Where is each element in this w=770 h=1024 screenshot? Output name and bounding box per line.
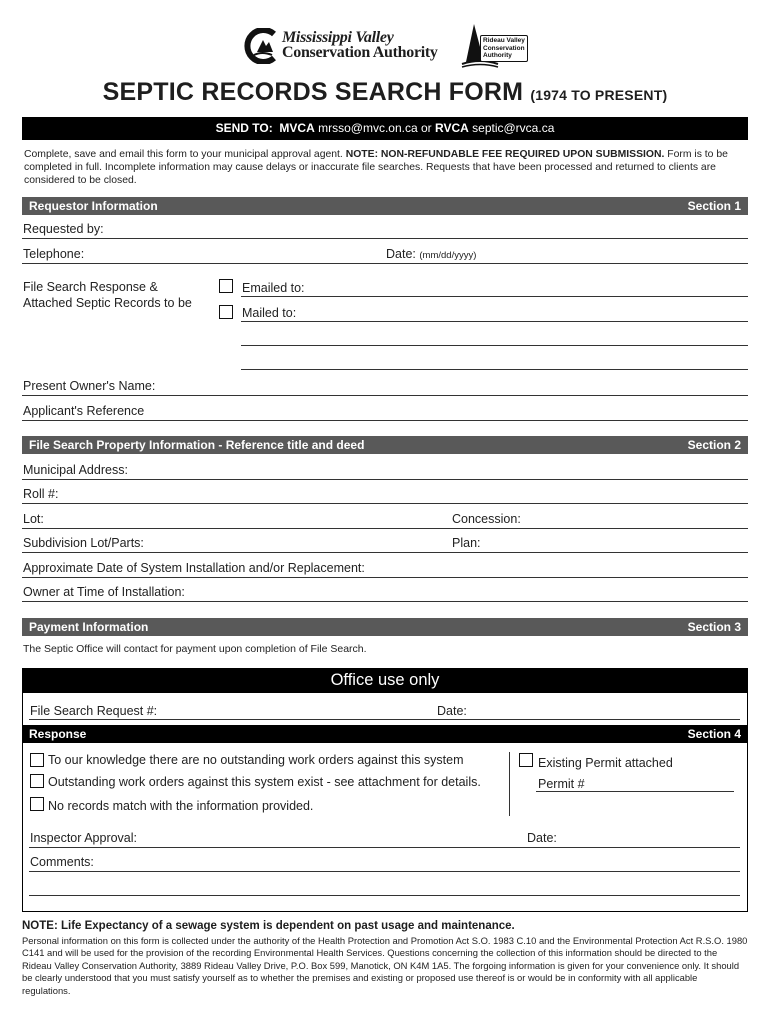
no-records-label: No records match with the information provided. <box>48 799 314 813</box>
request-number-field[interactable] <box>29 719 740 720</box>
send-to-mvca-email[interactable]: mrsso@mvc.on.ca <box>318 121 418 135</box>
owner-name-label: Present Owner's Name: <box>23 379 156 393</box>
requested-by-label: Requested by: <box>23 222 104 236</box>
no-work-orders-checkbox[interactable] <box>30 753 44 767</box>
mvca-logo-text <box>282 30 438 60</box>
date-label <box>386 247 476 261</box>
life-expectancy-note: NOTE: Life Expectancy of a sewage system is dependent on past usage and maintenance. <box>22 920 515 932</box>
date-label-text: Date: <box>386 247 416 261</box>
form-title-main: SEPTIC RECORDS SEARCH FORM <box>102 78 524 106</box>
section2-title: File Search Property Information - Reference title and deed <box>29 438 365 452</box>
roll-field[interactable] <box>22 503 748 504</box>
intro-note: NOTE: NON-REFUNDABLE FEE REQUIRED UPON SUBMISSION. <box>345 149 665 160</box>
mailed-field-line3[interactable] <box>241 369 748 370</box>
emailed-field[interactable] <box>241 296 748 297</box>
comments-field-line1[interactable] <box>29 871 740 872</box>
municipal-address-label: Municipal Address: <box>23 463 128 477</box>
inspector-field[interactable] <box>29 847 740 848</box>
privacy-disclaimer: Personal information on this form is collected under the authority of the Health Protection and Promotion Act S.O. 1983 C.10 and the Environmental Protection Act R.S.O. 1980 C141 and will be used for the provision of the recording Environmental Health Services. Questions concerning the collection of this information should be directed to the Rideau Valley Conservation Authority, 3889 Rideau Valley Drive, P.O. Box 599, Manotick, ON K4M 1A5. The forgoing information is given for your convenience only. It should be clearly understood that you must satisfy yourself as to whether the premises and existing or proposed use thereof is or would be in conformity with all applicable regulations. <box>22 935 748 996</box>
comments-label: Comments: <box>30 855 94 869</box>
intro-text <box>24 148 750 187</box>
section2-number: Section 2 <box>687 438 741 452</box>
no-work-orders-label: To our knowledge there are no outstanding work orders against this system <box>48 753 464 767</box>
no-records-checkbox[interactable] <box>30 797 44 811</box>
send-to-bar <box>22 117 748 140</box>
send-to-mvca: MVCA <box>279 121 315 135</box>
send-to-or: or <box>421 121 432 135</box>
mvca-logo-icon <box>244 28 282 64</box>
rvca-logo-line2: Conservation <box>483 44 525 52</box>
send-to-label: SEND TO: <box>215 121 273 135</box>
section4-number: Section 4 <box>687 727 741 741</box>
payment-text: The Septic Office will contact for payment upon completion of File Search. <box>23 643 367 655</box>
roll-label: Roll #: <box>23 487 59 501</box>
mailed-checkbox[interactable] <box>219 305 233 319</box>
response-header <box>22 725 748 743</box>
comments-field-line2[interactable] <box>29 895 740 896</box>
rvca-logo <box>460 22 540 68</box>
lot-concession-field[interactable] <box>22 528 748 529</box>
subdivision-plan-field[interactable] <box>22 552 748 553</box>
mvca-logo <box>244 26 440 66</box>
response-label-line1: File Search Response & <box>23 280 158 294</box>
telephone-date-field[interactable] <box>22 263 748 264</box>
send-to-rvca-email[interactable]: septic@rvca.ca <box>472 121 555 135</box>
response-label-line2: Attached Septic Records to be <box>23 296 192 310</box>
request-number-label: File Search Request #: <box>30 704 158 718</box>
form-title <box>0 78 770 107</box>
section2-header <box>22 436 748 454</box>
install-date-field[interactable] <box>22 577 748 578</box>
response-divider <box>509 752 510 816</box>
form-title-sub: (1974 TO PRESENT) <box>530 87 668 103</box>
emailed-label: Emailed to: <box>242 281 305 295</box>
lot-label: Lot: <box>23 512 44 526</box>
concession-label: Concession: <box>452 512 521 526</box>
municipal-address-field[interactable] <box>22 479 748 480</box>
section1-number: Section 1 <box>687 199 741 213</box>
rvca-logo-line3: Authority <box>483 52 512 59</box>
intro-rest: Form is to be completed in full. Incomplete information may cause delays or inaccurate file searches. Requests that have been processed and returned to clients are considered to be closed. <box>24 149 728 186</box>
owner-install-field[interactable] <box>22 601 748 602</box>
permit-number-field[interactable] <box>536 791 734 792</box>
telephone-label: Telephone: <box>23 247 85 261</box>
send-to-rvca: RVCA <box>435 121 469 135</box>
mailed-field-line1[interactable] <box>241 321 748 322</box>
inspector-date-label: Date: <box>527 831 557 845</box>
section3-title: Payment Information <box>29 620 149 634</box>
mailed-field-line2[interactable] <box>241 345 748 346</box>
outstanding-orders-checkbox[interactable] <box>30 774 44 788</box>
applicant-ref-label: Applicant's Reference <box>23 404 145 418</box>
existing-permit-label: Existing Permit attached <box>538 756 673 770</box>
applicant-ref-field[interactable] <box>22 420 748 421</box>
date-format-hint: (mm/dd/yyyy) <box>419 250 477 261</box>
office-use-title: Office use only <box>22 668 748 693</box>
permit-number-label: Permit # <box>538 777 585 791</box>
rvca-logo-text <box>480 35 528 62</box>
subdivision-label: Subdivision Lot/Parts: <box>23 536 144 550</box>
office-date-label: Date: <box>437 704 467 718</box>
section1-title: Requestor Information <box>29 199 158 213</box>
existing-permit-checkbox[interactable] <box>519 753 533 767</box>
mailed-label: Mailed to: <box>242 306 297 320</box>
intro-lead: Complete, save and email this form to your municipal approval agent. <box>24 149 343 160</box>
owner-install-label: Owner at Time of Installation: <box>23 585 185 599</box>
outstanding-orders-label: Outstanding work orders against this system exist - see attachment for details. <box>48 775 481 789</box>
plan-label: Plan: <box>452 536 481 550</box>
section3-number: Section 3 <box>687 620 741 634</box>
section3-header <box>22 618 748 636</box>
mvca-logo-line2: Conservation Authority <box>282 44 438 61</box>
mvca-logo-line1: Mississippi Valley <box>282 29 394 46</box>
install-date-label: Approximate Date of System Installation and/or Replacement: <box>23 561 365 575</box>
rvca-logo-line1: Rideau Valley <box>483 37 525 44</box>
requested-by-field[interactable] <box>22 238 748 239</box>
emailed-checkbox[interactable] <box>219 279 233 293</box>
response-title: Response <box>29 727 87 741</box>
section1-header <box>22 197 748 215</box>
inspector-label: Inspector Approval: <box>30 831 138 845</box>
owner-name-field[interactable] <box>22 395 748 396</box>
